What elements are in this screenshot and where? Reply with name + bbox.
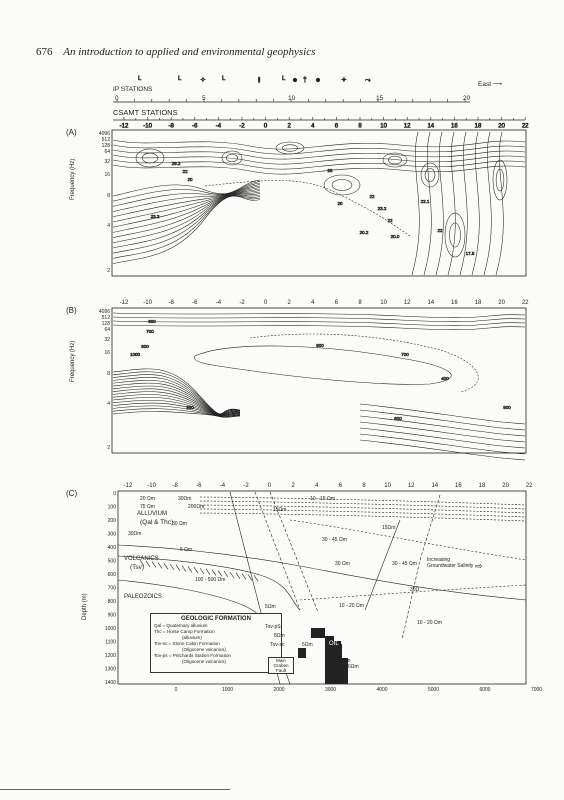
ip-tick-10: 10 — [288, 95, 296, 102]
depth-tick-label: 1400 — [104, 680, 116, 686]
panel-c-label: (C) — [66, 489, 78, 498]
contour-line — [113, 185, 260, 212]
station-tick-label: 4 — [311, 300, 315, 306]
contour-value-label: 600 — [394, 416, 402, 421]
contour-value-label: 22 — [327, 168, 333, 173]
contour-value-label: 22 — [182, 169, 188, 174]
ip-tick-20: 20 — [463, 95, 471, 102]
depth-tick-label: 300 — [107, 531, 116, 538]
station-tick-label: 10 — [380, 300, 387, 306]
arrow-right-icon: ⟶ — [492, 81, 503, 88]
volcanic-hatch — [212, 570, 216, 576]
station-tick-label: 8 — [358, 300, 362, 306]
main-graben-fault-label: Main Graben Fault — [268, 657, 294, 674]
volcanic-hatch — [236, 573, 240, 579]
depth-tick-label: 100 — [107, 504, 116, 511]
contour-line — [113, 375, 240, 415]
contour-closed — [332, 180, 352, 191]
csamt-tick-label: -6 — [192, 123, 198, 130]
station-tick-label: -12 — [123, 483, 133, 489]
legend-line: (Oligocene volcanics) — [182, 647, 226, 652]
svg-text:⤳: ⤳ — [365, 77, 371, 84]
station-tick-label: 20 — [498, 300, 505, 306]
paleozoics-label: PALEOZOICS — [124, 594, 162, 600]
groundwater-salinity-label: Increasing Groundwater Salinity — [427, 557, 474, 569]
volcanics-sub-label: (Tsv) — [130, 564, 145, 571]
csamt-tick-label: 12 — [403, 123, 411, 130]
station-tick-label: -10 — [147, 483, 156, 489]
layer-line — [200, 509, 526, 517]
frequency-tick-label: 16 — [104, 172, 110, 178]
station-tick-label: -10 — [143, 300, 152, 306]
oil-reservoir-block — [334, 644, 342, 684]
frequency-tick-label: 512 — [101, 315, 110, 321]
legend-line: Tov-ps = Pritchards Station Formation — [154, 653, 231, 658]
frequency-tick-label: 8 — [107, 193, 110, 199]
resistivity-label: 6Ωm — [348, 664, 359, 670]
frequency-tick-label: 32 — [104, 337, 110, 343]
volcanics-label: VOLCANICS — [124, 556, 159, 562]
depth-tick-label: 1100 — [105, 639, 116, 646]
resistivity-label: 5Ωm — [302, 642, 313, 648]
resistivity-label: 10 - 15 Ωm — [310, 496, 335, 502]
contour-value-label: 400 — [441, 376, 449, 381]
resistivity-label: 15Ωm — [273, 507, 287, 513]
contour-value-label: 700 — [401, 352, 409, 357]
volcanic-hatch — [170, 564, 174, 570]
contour-line — [113, 194, 260, 243]
csamt-tick-label: -4 — [215, 123, 222, 130]
csamt-tick-label: 6 — [334, 123, 339, 130]
contour-line — [360, 440, 525, 460]
distance-tick-label: 2000 — [273, 687, 285, 693]
resistivity-label: Tov — [327, 673, 335, 679]
depth-tick-label: 800 — [107, 599, 116, 605]
frequency-tick-label: 16 — [104, 350, 110, 356]
ip-tick-0: 0 — [115, 95, 119, 102]
contour-closed — [194, 346, 451, 384]
contour-line — [360, 404, 525, 424]
depth-tick-label: 400 — [107, 545, 116, 551]
contour-line — [113, 195, 260, 248]
volcanic-hatch — [200, 568, 204, 574]
legend-line: Thc = Horse Camp Formation — [154, 629, 215, 634]
depth-tick-label: 0 — [113, 491, 116, 497]
station-tick-label: -2 — [243, 483, 249, 489]
volcanic-hatch — [164, 563, 168, 569]
resistivity-label: 20 Ωm — [140, 496, 155, 502]
contour-value-label: 22 — [387, 218, 393, 223]
frequency-tick-label: 4 — [107, 223, 110, 229]
resistivity-label: 10 - 20 Ωm — [417, 620, 442, 626]
station-tick-label: -6 — [196, 483, 202, 489]
oil-label: OIL — [329, 641, 339, 647]
station-tick-label: 8 — [362, 483, 366, 489]
station-tick-label: 2 — [291, 483, 295, 489]
frequency-tick-label: 64 — [104, 149, 110, 155]
contour-value-label: 900 — [141, 344, 149, 349]
contour-line — [360, 428, 525, 448]
legend-line: (Oligocene volcanics) — [182, 659, 226, 664]
distance-tick-label: 7000 — [530, 687, 543, 693]
csamt-tick-label: 8 — [358, 123, 362, 130]
bottom-rule — [0, 789, 230, 790]
contour-value-label: 20.0 — [390, 234, 400, 239]
resistivity-label: 30 Ωm — [335, 561, 350, 567]
resistivity-label: 8Ωm — [274, 633, 285, 639]
csamt-tick-label: 2 — [287, 123, 291, 130]
formation-boundary — [118, 545, 526, 600]
frequency-tick-label: 2 — [107, 268, 110, 274]
volcanic-hatch — [194, 567, 198, 573]
station-tick-label: 16 — [451, 300, 458, 306]
distance-tick-label: 5000 — [427, 687, 440, 693]
contour-value-label: 22.1 — [420, 199, 430, 204]
layer-line — [200, 497, 526, 505]
csamt-tick-label: 0 — [263, 123, 268, 130]
panel-c-ylabel: Depth (m) — [82, 593, 88, 620]
contour-line — [360, 410, 525, 430]
resistivity-label: 200Ωm — [188, 504, 205, 510]
contour-value-label: 20 — [337, 201, 343, 206]
volcanic-hatch — [176, 565, 180, 571]
svg-text:✦: ✦ — [341, 77, 347, 84]
frequency-tick-label: 128 — [101, 143, 110, 149]
svg-text:L: L — [178, 76, 182, 82]
frequency-tick-label: 512 — [101, 137, 110, 143]
csamt-tick-label: 10 — [380, 123, 387, 130]
contour-closed — [324, 175, 360, 195]
contour-value-label: 29.2 — [171, 161, 181, 166]
station-tick-label: -2 — [239, 300, 245, 306]
volcanic-hatch — [182, 566, 186, 572]
resistivity-label: 5 Ωm — [180, 547, 193, 553]
svg-text:†: † — [303, 77, 307, 84]
resistivity-label: 75 Ωm — [140, 504, 155, 510]
station-tick-label: 14 — [427, 300, 435, 306]
csamt-tick-label: -8 — [168, 123, 174, 130]
contour-value-label: 23.2 — [150, 214, 160, 219]
station-tick-label: 6 — [338, 483, 343, 489]
contour-value-label: 20 — [187, 177, 193, 182]
contour-value-label: 22 — [437, 228, 443, 233]
contour-closed — [282, 145, 297, 152]
contour-value-label: 900 — [503, 405, 511, 410]
contour-value-label: 200 — [186, 405, 194, 410]
station-tick-label: 18 — [478, 483, 486, 489]
contour-line — [360, 416, 525, 436]
frequency-tick-label: 128 — [101, 321, 110, 327]
svg-text:L: L — [138, 76, 142, 82]
station-tick-label: -8 — [172, 483, 178, 489]
volcanic-hatch — [254, 575, 258, 581]
csamt-tick-label: 16 — [451, 123, 458, 130]
resistivity-label: 30 - 45 Ωm — [392, 561, 417, 567]
svg-text:✧: ✧ — [200, 77, 206, 84]
contour-line — [113, 386, 240, 415]
depth-tick-label: 1000 — [104, 626, 116, 632]
contour-value-label: 20.2 — [359, 230, 369, 235]
distance-tick-label: 6000 — [479, 687, 491, 693]
station-tick-label: 22 — [525, 483, 533, 489]
contour-line — [113, 192, 260, 238]
csamt-stations-label: CSAMT STATIONS — [113, 108, 178, 117]
distance-tick-label: 4000 — [376, 687, 388, 693]
contour-value-label: 23.2 — [377, 206, 387, 211]
contour-line — [484, 132, 491, 275]
contour-line — [113, 377, 240, 414]
ip-tick-5: 5 — [202, 95, 206, 102]
frequency-tick-label: 64 — [104, 327, 110, 333]
layer-line — [200, 513, 526, 521]
contour-line — [360, 422, 525, 442]
contour-line — [360, 434, 525, 454]
station-tick-label: 0 — [263, 300, 268, 306]
resistivity-label: Tov-pS — [265, 624, 281, 630]
station-tick-label: 18 — [474, 300, 482, 306]
station-tick-label: 10 — [384, 483, 391, 489]
contour-line — [496, 132, 503, 275]
contour-line — [113, 195, 260, 253]
arrow-right-icon: ⇨ — [475, 561, 483, 571]
depth-tick-label: 500 — [107, 558, 116, 565]
legend-title: GEOLOGIC FORMATION — [181, 616, 251, 622]
depth-tick-label: 1300 — [104, 666, 116, 673]
station-tick-label: -4 — [219, 483, 226, 489]
depth-tick-label: 600 — [107, 572, 116, 578]
resistivity-label: 30Ωm — [128, 531, 142, 537]
csamt-tick-label: -10 — [143, 123, 152, 130]
alluvium-label: ALLUVIUM — [137, 511, 168, 517]
ip-station-symbols — [138, 76, 371, 84]
panel-a-frame — [112, 130, 526, 276]
resistivity-label: 30Ωm — [178, 496, 192, 502]
station-tick-label: 20 — [502, 483, 509, 489]
distance-tick-label: 1000 — [221, 687, 234, 693]
station-tick-label: 2 — [287, 300, 291, 306]
csamt-tick-label: 18 — [474, 123, 482, 130]
station-tick-label: -12 — [119, 300, 129, 306]
layer-line — [200, 501, 526, 509]
contour-value-label: 600 — [148, 319, 156, 324]
station-tick-label: -8 — [168, 300, 174, 306]
contour-value-label: 700 — [146, 329, 154, 334]
svg-text:L: L — [222, 76, 226, 82]
csamt-tick-label: 22 — [521, 123, 529, 130]
station-tick-label: 6 — [334, 300, 339, 306]
station-tick-label: 16 — [455, 483, 462, 489]
svg-text:L: L — [282, 76, 286, 82]
volcanic-hatch — [188, 566, 192, 572]
contour-value-label: 1000 — [129, 352, 141, 357]
resistivity-label: 15Ωm — [382, 525, 396, 531]
layer-line — [200, 505, 526, 513]
contour-value-label: 900 — [316, 343, 324, 348]
depth-tick-label: 700 — [107, 585, 116, 592]
legend-line: Tov-sc = Stone Cabin Formation — [154, 641, 220, 646]
contour-line — [113, 140, 525, 149]
contour-line — [113, 313, 525, 318]
station-tick-label: 22 — [521, 300, 529, 306]
csamt-tick-label: 4 — [311, 123, 315, 130]
volcanic-hatch — [218, 570, 222, 576]
csamt-tick-label: 20 — [498, 123, 505, 130]
contour-closed — [383, 153, 407, 167]
station-tick-label: 4 — [315, 483, 319, 489]
contour-value-label: 17.5 — [465, 251, 475, 256]
frequency-tick-label: 4096 — [98, 309, 110, 315]
station-tick-label: -6 — [192, 300, 198, 306]
panel-b-ylabel: Frequency (Hz) — [70, 340, 76, 382]
resistivity-label: 5Ωm — [265, 604, 276, 610]
csamt-tick-label: -12 — [119, 123, 129, 130]
svg-text:⫲: ⫲ — [258, 77, 261, 84]
resistivity-label: 15Ωm — [337, 658, 351, 664]
resistivity-label: 30 Ωm — [172, 521, 187, 527]
csamt-tick-label: -2 — [239, 123, 245, 130]
frequency-tick-label: 8 — [107, 371, 110, 377]
depth-tick-label: 1200 — [104, 653, 116, 659]
panel-a-label: (A) — [66, 128, 77, 137]
legend-line: Qal = Quaternary alluvium — [154, 623, 208, 628]
frequency-tick-label: 4 — [107, 401, 110, 407]
volcanic-hatch — [152, 562, 156, 568]
geologic-formation-legend — [150, 613, 285, 673]
east-text: East — [478, 81, 492, 88]
alluvium-sub-label: (Qal & Thc) — [140, 519, 174, 526]
panel-a-ylabel: Frequency (Hz) — [70, 158, 76, 200]
contour-line — [436, 132, 443, 275]
oil-reservoir-block — [311, 628, 325, 638]
page-number: 676 — [36, 46, 53, 58]
depth-tick-label: 200 — [107, 518, 116, 524]
contour-value-label: 22 — [369, 194, 375, 199]
depth-tick-label: 900 — [107, 612, 116, 619]
station-tick-label: 14 — [431, 483, 439, 489]
running-title: An introduction to applied and environmental geophysics — [63, 46, 316, 58]
volcanic-hatch — [242, 574, 246, 580]
volcanic-hatch — [230, 572, 234, 578]
resistivity-label: 100 - 500 Ωm — [195, 577, 226, 583]
station-tick-label: 12 — [403, 300, 411, 306]
volcanic-hatch — [206, 569, 210, 575]
resistivity-label: 10 - 20 Ωm — [339, 603, 364, 609]
contour-line — [448, 132, 455, 275]
ip-tick-15: 15 — [376, 95, 384, 102]
resistivity-label: Tov-sc — [270, 642, 285, 648]
frequency-tick-label: 4096 — [98, 131, 110, 137]
frequency-tick-label: 32 — [104, 159, 110, 165]
contour-dashed — [250, 334, 478, 392]
volcanic-hatch — [158, 562, 162, 568]
station-tick-label: 0 — [267, 483, 272, 489]
contour-line — [113, 189, 260, 227]
station-tick-label: 12 — [407, 483, 415, 489]
ip-stations-label: IP STATIONS — [113, 86, 153, 93]
oil-reservoir-block — [298, 648, 306, 658]
station-tick-label: -4 — [215, 300, 222, 306]
distance-tick-label: 3000 — [324, 687, 337, 693]
contour-line — [412, 132, 419, 275]
contour-closed — [425, 168, 435, 181]
distance-tick-label: 0 — [174, 687, 178, 693]
panel-b-label: (B) — [66, 306, 77, 315]
frequency-tick-label: 2 — [107, 445, 110, 451]
resistivity-label: 30 - 45 Ωm — [322, 537, 347, 543]
csamt-tick-label: 14 — [427, 123, 435, 130]
resistivity-label: 30Ω — [410, 587, 420, 593]
legend-line: (alluvium) — [182, 635, 202, 640]
